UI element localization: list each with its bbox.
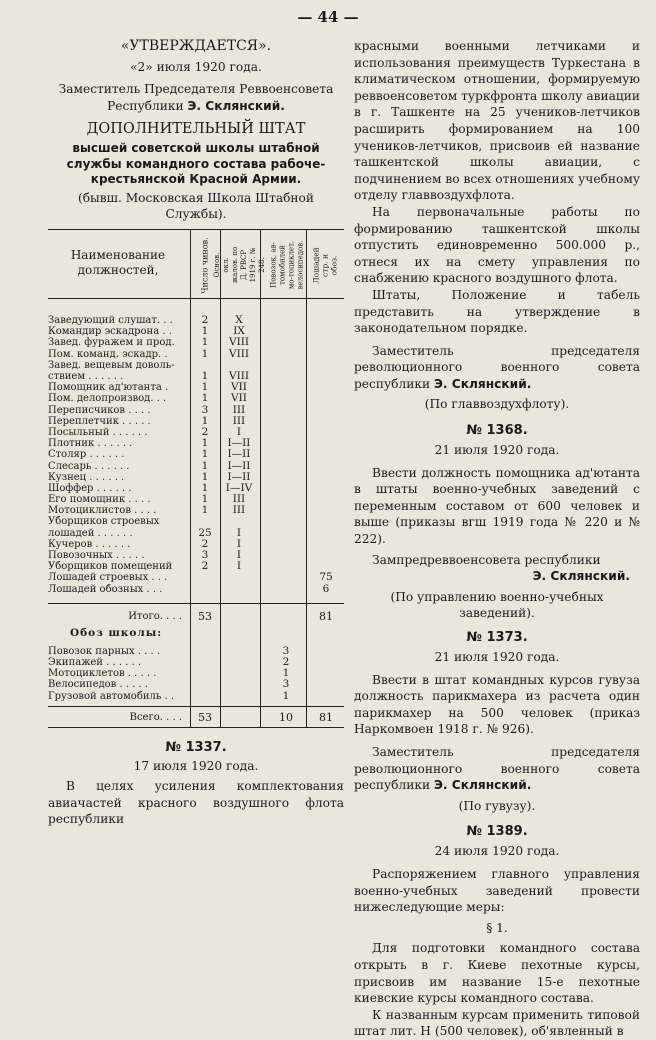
page-number: — 44 — — [297, 8, 359, 26]
row-cell-4: 75 — [319, 571, 333, 584]
table-row — [48, 516, 344, 527]
row-cell-1: 1 — [201, 370, 209, 382]
row-label: Повозочных . . . . . — [48, 550, 145, 561]
row-label: Лошадей строевых . . . — [48, 572, 168, 584]
row-cell-1: 1 — [201, 392, 209, 405]
row-label: Кузнец . . . . . . — [48, 471, 125, 483]
table-row — [48, 405, 344, 416]
row-cell-2: III — [232, 504, 246, 517]
row-label: Велосипедов . . . . . — [48, 679, 149, 691]
row-cell-1: 1 — [201, 448, 209, 461]
approver-title: Заместитель Председателя Реввоенсовета Республики — [58, 82, 334, 113]
row-cell-2: I—IV — [225, 481, 253, 494]
document-heading: ДОПОЛНИТЕЛЬНЫЙ ШТАТ — [86, 121, 306, 138]
row-cell-2: III — [232, 493, 246, 506]
signature-1-title: Заместитель председателя революционного военного совета республики — [354, 343, 640, 391]
table-row — [48, 539, 344, 550]
row-cell-1: 2 — [201, 537, 209, 550]
order-1368-date: 21 июля 1920 года. — [434, 443, 560, 458]
row-cell-2: I — [236, 526, 242, 539]
row-cell-3: 3 — [282, 678, 290, 691]
table-row — [48, 393, 344, 404]
row-cell-2: IX — [233, 325, 245, 338]
row-cell-4: 81 — [319, 609, 333, 623]
row-cell-1: 1 — [201, 336, 209, 349]
signature-2-name: Э. Склянский. — [532, 569, 630, 584]
former-name: (бывш. Московская Школа Штабной Службы). — [77, 190, 315, 222]
row-label: Всего. . . . — [129, 711, 182, 723]
order-1368-text: Ввести должность помощника ад'ютанта в штаты военно-учебных заведений с переменным составом от 600 человек и выше (приказы вгш 1919 года № 220 и № 222). — [354, 465, 640, 547]
row-label: Переписчиков . . . . — [48, 404, 151, 416]
row-cell-2: VIII — [228, 336, 250, 349]
signature-3-title: Заместитель председателя революционного военного совета республики — [354, 744, 640, 793]
signature-1-name: Э. Склянский. — [433, 376, 532, 391]
header-col-horses: Лошадей стр. и обоз. — [311, 246, 339, 284]
table-row — [48, 691, 344, 702]
row-cell-4: 6 — [322, 582, 330, 595]
row-cell-2: I—II — [227, 448, 251, 461]
row-cell-1: 2 — [201, 314, 209, 327]
row-cell-2: I—II — [227, 437, 251, 450]
order-1389-date: 24 июля 1920 года. — [434, 844, 560, 859]
row-label: Посыльный . . . . . . — [48, 426, 148, 438]
approved-stamp: «УТВЕРЖДАЕТСЯ». — [120, 38, 272, 54]
total-row — [48, 610, 344, 624]
table-row — [48, 315, 344, 326]
row-label: Экипажей . . . . . . — [48, 656, 142, 668]
row-cell-1: 53 — [198, 609, 212, 623]
table-row — [48, 360, 344, 371]
section-1-paragraph-2: К названным курсам применить типовой штат лит. Н (500 человек), об'явленный в — [354, 1007, 640, 1039]
row-label: Уборщиков помещений — [48, 561, 173, 573]
signature-2-title: Зампредреввоенсовета республики — [372, 552, 601, 567]
row-cell-4: 81 — [319, 710, 333, 724]
row-cell-2: I — [236, 537, 242, 550]
paragraph-3: Штаты, Положение и табель представить на утверждение в законодательном порядке. — [354, 287, 640, 336]
row-label: Пом. делопроизвод. . . — [48, 393, 167, 405]
table-row — [48, 483, 344, 494]
row-cell-1: 2 — [201, 560, 209, 573]
row-cell-3: 10 — [279, 710, 293, 724]
table-row — [48, 438, 344, 449]
row-label: Слесарь . . . . . . — [48, 460, 130, 472]
row-cell-3: 2 — [282, 655, 290, 668]
row-cell-3: 1 — [282, 689, 290, 702]
row-cell-2: I—II — [227, 470, 251, 483]
row-label: Лошадей обозных . . . — [48, 583, 163, 595]
row-label: Пом. команд. эскадр. . — [48, 348, 168, 360]
row-label: Плотник . . . . . . — [48, 438, 133, 450]
approver-name: Э. Склянский. — [187, 98, 285, 113]
row-label: Уборщиков строевых — [48, 516, 160, 528]
table-row — [48, 584, 344, 595]
row-label: Помощник ад'ютанта . — [48, 382, 169, 394]
order-1373-date: 21 июля 1920 года. — [434, 650, 560, 664]
row-label: Завед. фуражем и прод. — [48, 337, 175, 349]
table-row — [48, 668, 344, 679]
row-cell-2: VIII — [228, 347, 250, 360]
row-cell-1: 1 — [201, 381, 209, 394]
section-1-heading: § 1. — [486, 920, 508, 935]
row-cell-1: 25 — [198, 526, 212, 539]
header-col-salary: Основ. окл. жалов. по Д. РВСР 1919 г. № 248. — [213, 246, 266, 284]
signature-3 — [354, 744, 640, 794]
signature-3-note: (По гувузу). — [458, 798, 536, 813]
table-row — [48, 528, 344, 539]
approved-date: «2» июля 1920 года. — [130, 59, 262, 74]
row-cell-3: 1 — [282, 667, 290, 680]
right-column — [354, 38, 640, 1040]
row-cell-2: VIII — [228, 370, 250, 382]
table-header — [48, 230, 344, 299]
table-row — [48, 416, 344, 427]
row-label: Его помощник . . . . — [48, 494, 151, 506]
row-cell-1: 3 — [201, 549, 209, 561]
row-cell-3: 3 — [282, 644, 290, 657]
row-label: Мотоциклетов . . . . . — [48, 668, 157, 680]
table-row — [48, 550, 344, 561]
row-cell-2: III — [232, 403, 246, 416]
table-row — [48, 326, 344, 337]
header-col-vehicles: Повозок, ав-томобилей мо-тоциклет, велосипедов. — [269, 240, 305, 290]
row-cell-2: III — [232, 414, 246, 427]
row-label: Мотоциклистов . . . . — [48, 505, 157, 517]
order-1368-number: № 1368. — [466, 423, 528, 439]
table-row — [48, 371, 344, 382]
oboz-header: Обоз школы: — [70, 626, 163, 639]
row-label: Переплетчик . . . . . — [48, 415, 151, 427]
row-cell-1: 1 — [201, 437, 209, 450]
row-cell-2: VII — [231, 392, 247, 405]
approver — [48, 81, 344, 114]
row-label: Грузовой автомобиль . . — [48, 690, 175, 702]
signature-3-name: Э. Склянский. — [433, 778, 532, 793]
row-cell-1: 2 — [201, 425, 209, 438]
row-cell-2: I — [236, 549, 242, 561]
row-label: Итого. . . . — [128, 610, 182, 622]
row-label: лошадей . . . . . . — [48, 527, 133, 539]
left-column — [48, 38, 344, 828]
table-row — [48, 337, 344, 348]
header-name-column: Наименование должностей, — [70, 248, 166, 278]
signature-1-note: (По главвоздухфлоту). — [424, 397, 570, 412]
table-row — [48, 657, 344, 668]
row-label: Столяр . . . . . . — [48, 449, 125, 461]
grand-total-row — [48, 711, 344, 728]
table-row — [48, 494, 344, 505]
row-label: Кучеров . . . . . . — [48, 538, 131, 550]
row-cell-1: 1 — [201, 504, 209, 517]
table-row — [48, 561, 344, 572]
row-cell-2: VII — [231, 381, 247, 394]
row-label: ствием . . . . . . — [48, 371, 124, 382]
table-row — [48, 505, 344, 516]
row-cell-1: 1 — [201, 470, 209, 483]
row-cell-1: 1 — [201, 325, 209, 338]
table-row — [48, 461, 344, 472]
order-1373-number: № 1373. — [466, 630, 528, 645]
order-1337-number: № 1337. — [165, 739, 227, 755]
row-cell-1: 1 — [201, 481, 209, 494]
row-cell-2: I—II — [227, 459, 251, 472]
row-cell-2: I — [236, 560, 242, 573]
row-label: Заведующий слушат. . . — [48, 315, 173, 327]
order-1389-text: Распоряжением главного управления военно-учебных заведений провести нижеследующие меры: — [354, 866, 640, 915]
table-row — [48, 382, 344, 393]
signature-1 — [354, 343, 640, 393]
row-cell-2: I — [236, 425, 242, 438]
row-label: Шоффер . . . . . . — [48, 482, 132, 494]
table-row — [48, 646, 344, 657]
row-label: Повозок парных . . . . — [48, 645, 161, 657]
document-subheading: высшей советской школы штабной службы командного состава рабоче-крестьянской Красной Армии. — [66, 141, 326, 187]
row-cell-1: 53 — [198, 710, 212, 724]
paragraph-2: На первоначальные работы по формированию ташкентской школы отпустить единовременно 500.000 р., отнеся их на смету управления по снабжению красного воздушного флота. — [354, 204, 640, 286]
row-cell-2: X — [235, 314, 243, 327]
row-cell-1: 3 — [201, 403, 209, 416]
table-body — [48, 299, 344, 728]
section-1-paragraph-1: Для подготовки командного состава открыть в г. Киеве пехотные курсы, присвоив им название 15-е пехотные киевские курсы командного состава. — [354, 941, 640, 1006]
signature-2-note: (По управлению военно-учебных заведений). — [390, 589, 604, 621]
table-row — [48, 427, 344, 438]
paragraph-1: красными военными летчиками и использования преимуществ Туркестана в климатическом отношении, формируемую реввоенсоветом туркфронта школу авиации в г. Ташкенте на 25 учеников-летчиков расширить формированием на 100 учеников-летчиков, присвоив ей название ташкентской школы авиации, с подчинением во всех отношениях учебному отделу главвоздухфлота. — [354, 39, 640, 203]
table-row — [48, 679, 344, 690]
row-label: Завед. вещевым доволь- — [48, 359, 175, 371]
row-label: Командир эскадрона . . — [48, 326, 172, 338]
table-row — [48, 472, 344, 483]
row-cell-1: 1 — [201, 459, 209, 472]
row-cell-1: 1 — [201, 493, 209, 506]
table-row — [48, 349, 344, 360]
order-1373-text: Ввести в штат командных курсов гувуза должность парикмахера из расчета один парикмахер на 500 человек (приказ Наркомвоен 1918 г. № 926). — [354, 672, 640, 737]
staff-table — [48, 229, 344, 728]
order-1389-number: № 1389. — [466, 824, 528, 840]
header-col-count: Число чинов. — [200, 236, 210, 294]
row-cell-1: 1 — [201, 347, 209, 360]
row-cell-1: 1 — [201, 414, 209, 427]
table-row — [48, 449, 344, 460]
order-1337-date: 17 июля 1920 года. — [133, 758, 259, 773]
order-1337-text: В целях усиления комплектования авиачастей красного воздушного флота республики — [48, 779, 344, 827]
table-row — [48, 572, 344, 583]
